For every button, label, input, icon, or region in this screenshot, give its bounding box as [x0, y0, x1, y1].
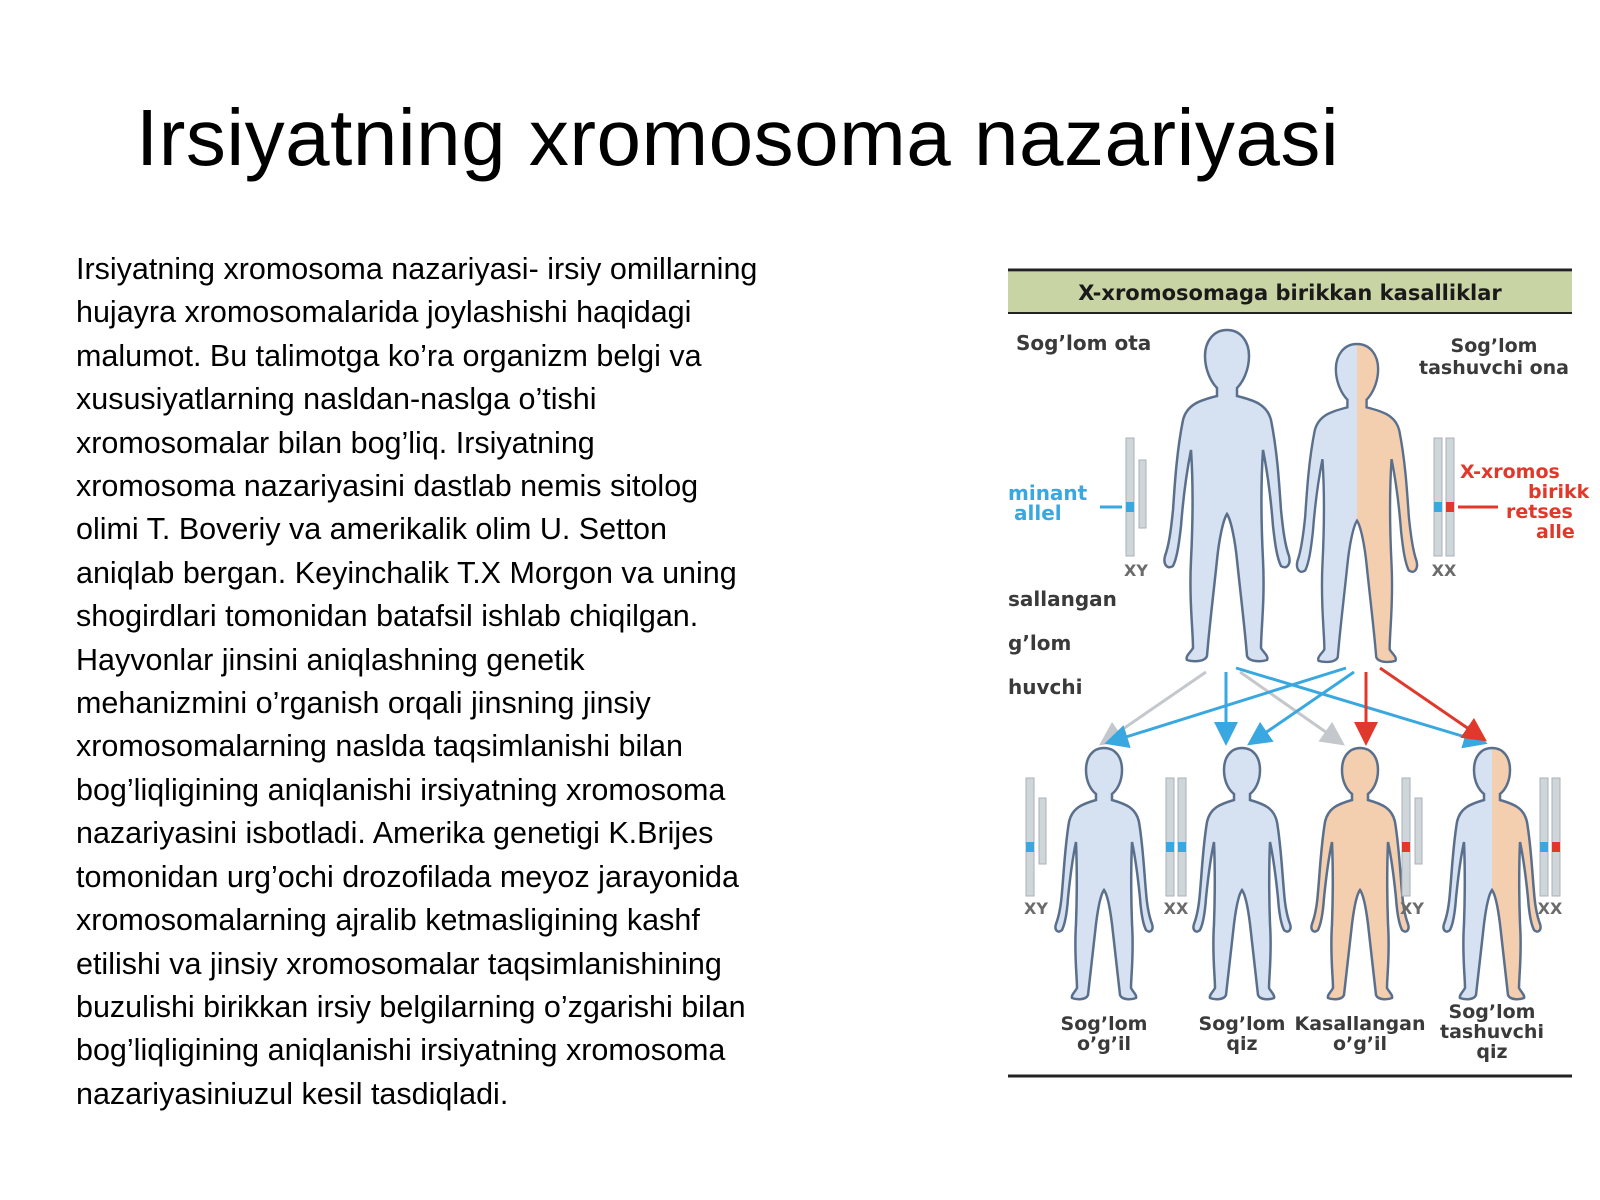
mother-carrier-figure	[1297, 344, 1417, 662]
child2-label-line2: qiz	[1226, 1033, 1258, 1055]
child1-label-line2: o’g’il	[1076, 1033, 1132, 1055]
child2-label-line1: Sog’lom	[1198, 1013, 1286, 1035]
svg-text:XY: XY	[1400, 899, 1424, 918]
child-healthy-son-figure	[1055, 748, 1152, 999]
legend-affected-label: sallangan	[1008, 587, 1117, 611]
mother-xx-label: XX	[1431, 561, 1457, 580]
right-allele-label-4: alle	[1536, 521, 1575, 543]
mother-label-line1: Sog’lom	[1450, 335, 1538, 357]
figure-header-text: X-xromosomaga birikkan kasalliklar	[1078, 281, 1502, 305]
son1-xy-chromosomes	[1024, 778, 1048, 918]
father-label: Sog’lom ota	[1016, 331, 1152, 355]
svg-text:XY: XY	[1024, 899, 1048, 918]
inheritance-arrows	[1104, 668, 1482, 742]
x-linked-inheritance-figure	[1008, 268, 1590, 1088]
svg-text:XX: XX	[1537, 899, 1563, 918]
child4-label-line2: tashuvchi	[1440, 1021, 1544, 1043]
child4-label-line1: Sog’lom	[1448, 1001, 1536, 1023]
left-allele-label-1: minant	[1008, 481, 1088, 505]
father-xy-chromosomes	[1100, 438, 1148, 580]
right-allele-label-2: birikk	[1528, 481, 1590, 503]
father-xy-label: XY	[1124, 561, 1148, 580]
left-allele-label-2: allel	[1014, 501, 1062, 525]
child4-label-line3: qiz	[1476, 1041, 1508, 1063]
child1-label-line1: Sog’lom	[1060, 1013, 1148, 1035]
slide-title: Irsiyatning xromosoma nazariyasi	[136, 93, 1340, 182]
son2-xy-chromosomes	[1400, 778, 1424, 918]
child3-label-line2: o’g’il	[1332, 1033, 1388, 1055]
right-allele-label-3: retses	[1506, 501, 1573, 523]
mother-label-line2: tashuvchi ona	[1419, 357, 1569, 379]
slide-body-text: Irsiyatning xromosoma nazariyasi- irsiy omillarning hujayra xromosomalarida joylashishi haqidagi malumot. Bu talimotga ko’ra organizm belgi va xususiyatlarning nasldan-naslga o’tishi xromosomalar bilan bog’liq. Irsiyatning xromosoma nazariyasini dastlab nemis sitolog olimi T. Boveriy va amerikalik olim U. Setton aniqlab bergan. Keyinchalik T.X Morgon va uning shogirdlari tomonidan batafsil ishlab chiqilgan. Hayvonlar jinsini aniqlashning genetik mehanizmini o’rganish orqali jinsning jinsiy xromosomalarning naslda taqsimlanishi bilan bog’liqligining aniqlanishi irsiyatning xromosoma nazariyasini isbotladi. Amerika genetigi K.Brijes tomonidan urg’ochi drozofilada meyoz jarayonida xromosomalarning ajralib ketmasligining kashf etilishi va jinsiy xromosomalar taqsimlanishining buzulishi birikkan irsiy belgilarning o’zgarishi bilan bog’liqligining aniqlanishi irsiyatning xromosoma nazariyasiniuzul kesil tasdiqladi.	[76, 252, 758, 1111]
svg-text:XX: XX	[1163, 899, 1189, 918]
mother-xx-chromosomes	[1432, 438, 1498, 580]
father-figure	[1164, 330, 1289, 661]
daughter2-xx-chromosomes	[1538, 778, 1563, 918]
daughter1-xx-chromosomes	[1164, 778, 1189, 918]
child-affected-son-figure	[1311, 748, 1408, 999]
right-allele-label-1: X-xromos	[1460, 461, 1560, 483]
legend-healthy-label: g’lom	[1008, 631, 1072, 655]
child3-label-line1: Kasallangan	[1294, 1013, 1426, 1035]
legend-carrier-label: huvchi	[1008, 675, 1083, 699]
child-healthy-daughter-figure	[1193, 748, 1290, 999]
child-carrier-daughter-figure	[1443, 748, 1540, 999]
